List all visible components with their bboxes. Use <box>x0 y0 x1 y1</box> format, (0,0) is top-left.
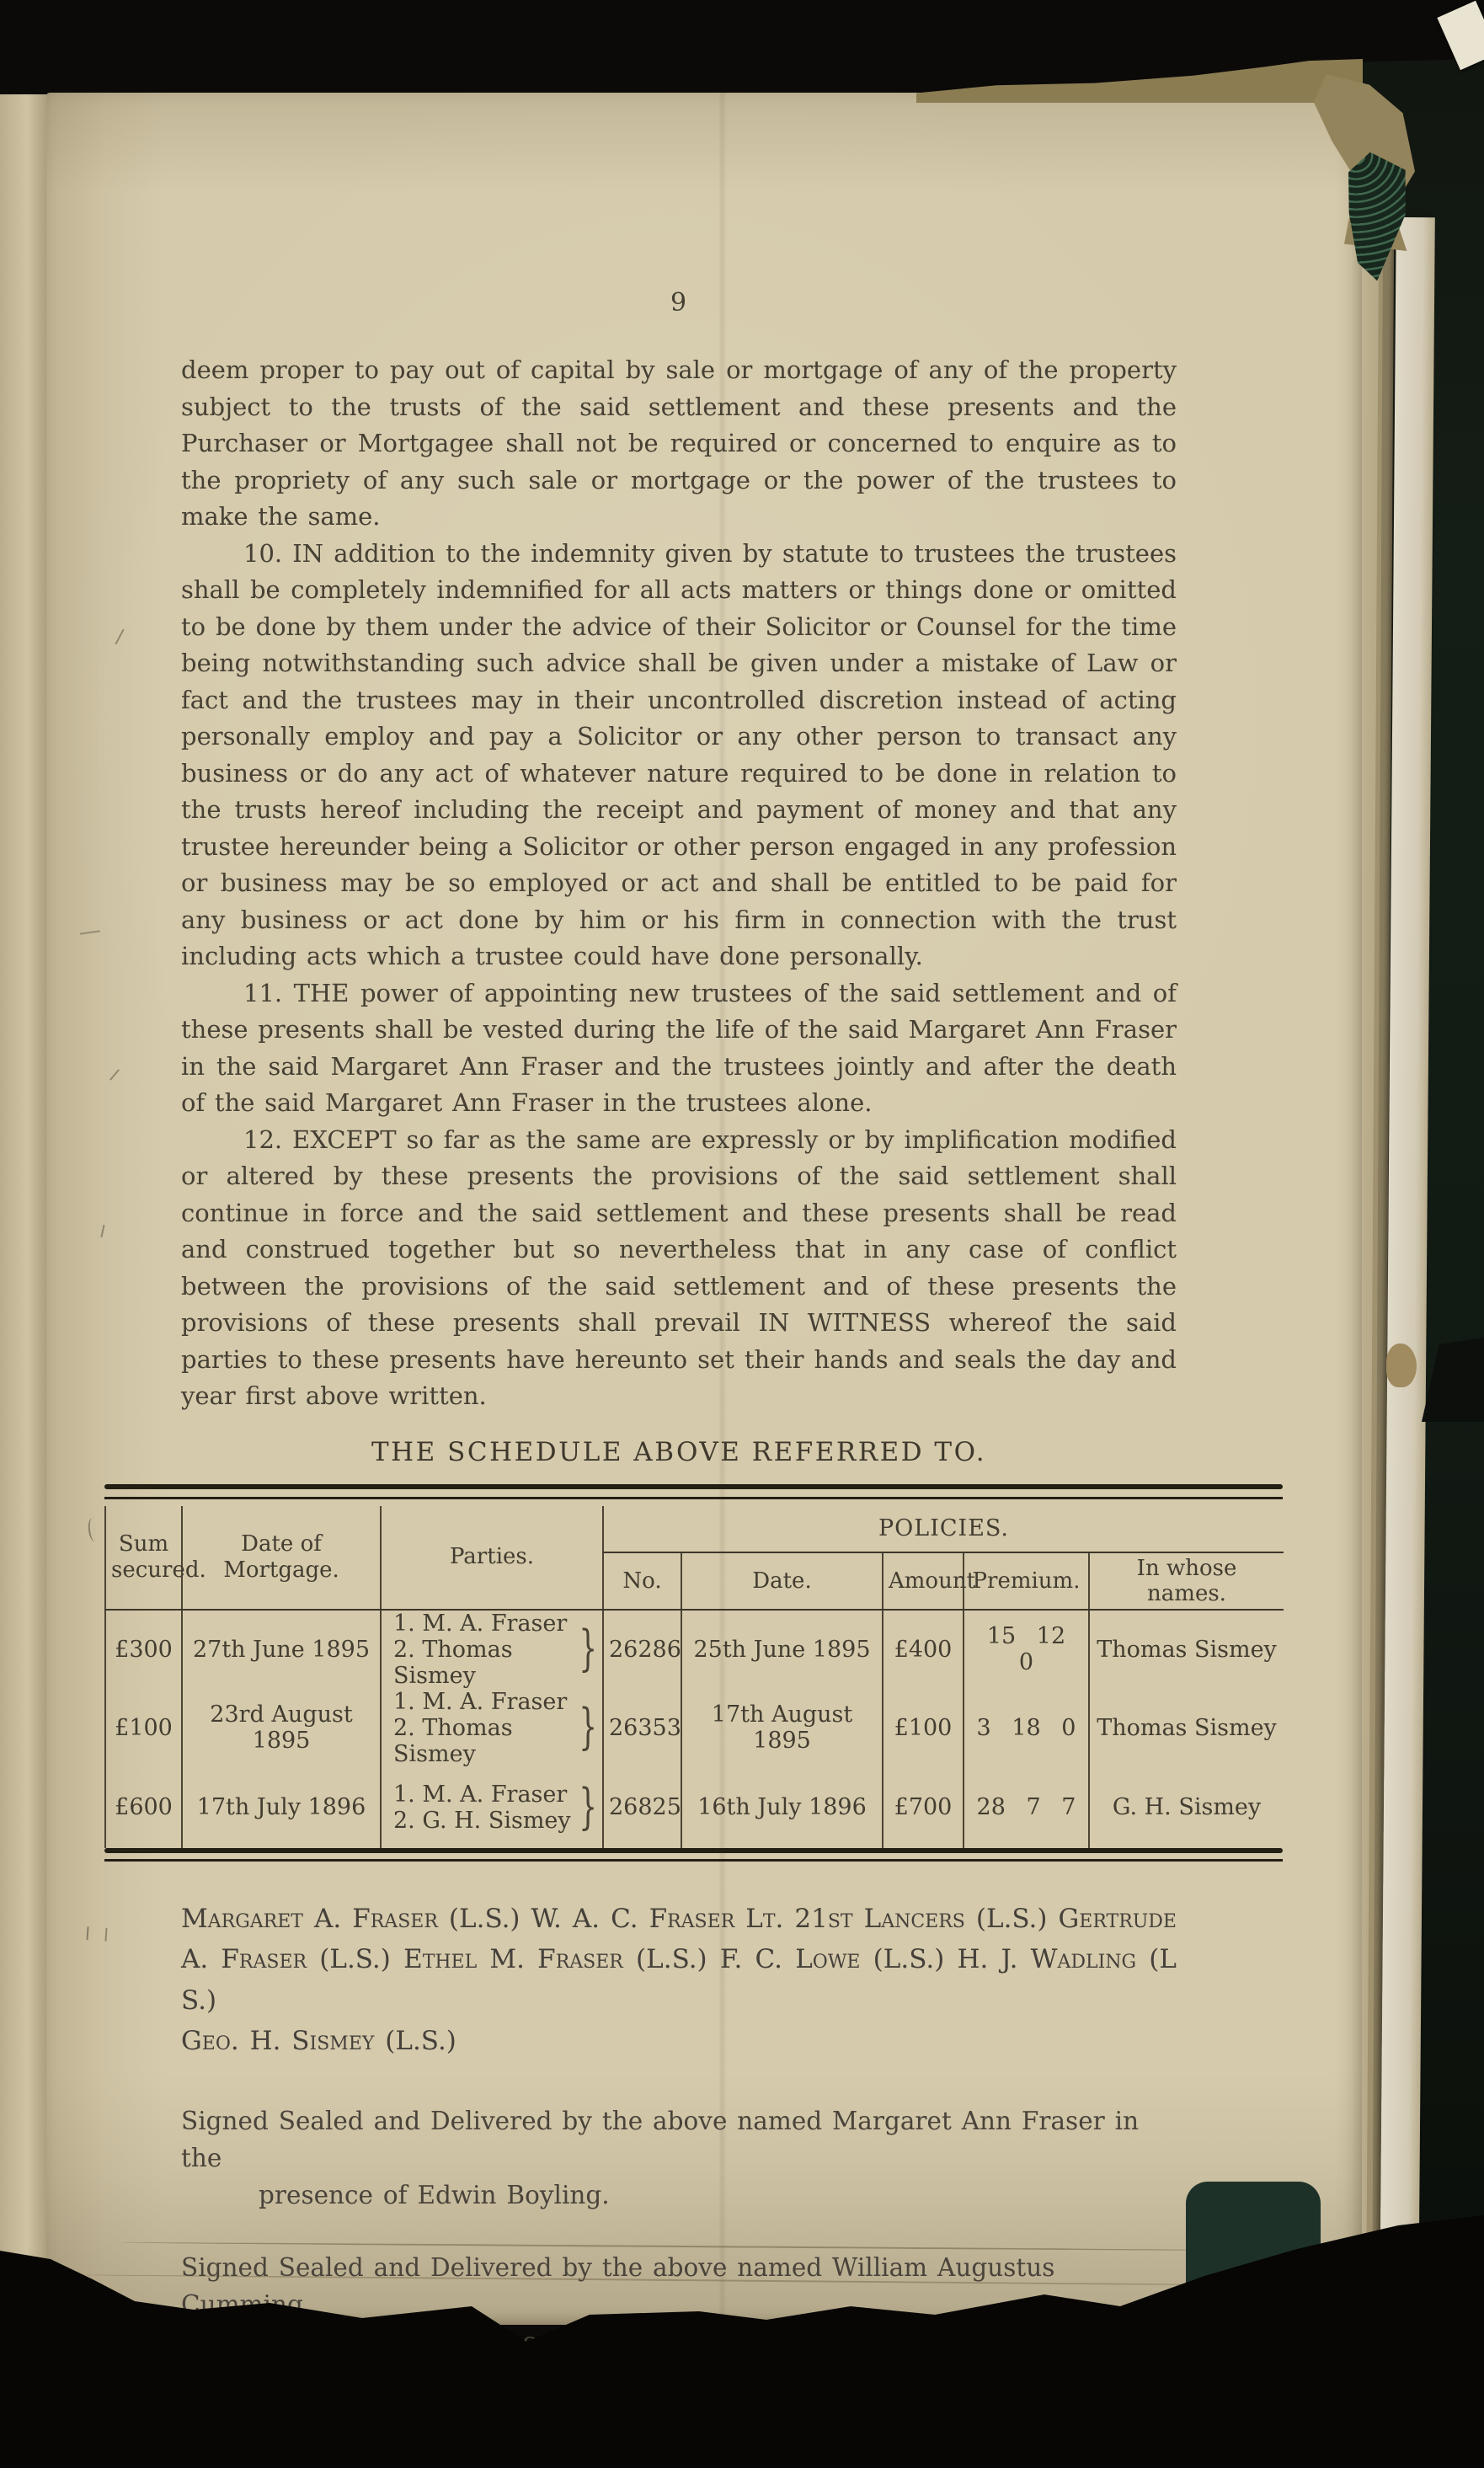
signature-line: Margaret A. Fraser (L.S.) W. A. C. Fraser Lt. 21st Lancers (L.S.) Gertrude <box>181 1903 1177 1934</box>
policy-date-cell: 16th July 1896 <box>681 1767 883 1848</box>
table-top-rule-2 <box>104 1497 1283 1499</box>
names-cell: G. H. Sismey <box>1089 1767 1284 1848</box>
signature-line: Geo. H. Sismey (L.S.) <box>181 2026 456 2056</box>
col-header-date-of-mortgage: Date of Mortgage. <box>182 1506 381 1610</box>
margin-mark <box>100 1225 104 1237</box>
margin-mark <box>109 1069 120 1081</box>
col-header-premium: Premium. <box>964 1552 1089 1610</box>
parties-cell <box>381 1689 603 1767</box>
brace-glyph: } <box>579 1699 597 1756</box>
party-2: 2. Thomas Sismey <box>393 1636 513 1689</box>
table-row <box>105 1610 1284 1689</box>
attestation-line: presence of Edwin Boyling. <box>259 2180 610 2209</box>
amount-cell: £700 <box>883 1767 964 1848</box>
page-content <box>111 286 1277 2397</box>
sum-secured-cell: £600 <box>105 1767 182 1848</box>
party-1: 1. M. A. Fraser <box>393 1610 568 1637</box>
col-header-parties: Parties. <box>381 1506 603 1610</box>
brace-glyph: } <box>579 1621 597 1678</box>
policy-date-cell: 17th August 1895 <box>681 1689 883 1767</box>
mortgage-date-cell: 27th June 1895 <box>182 1610 381 1689</box>
margin-mark <box>115 629 124 645</box>
amount-cell: £100 <box>883 1689 964 1767</box>
table-row <box>105 1689 1284 1767</box>
page-stack-left-edge <box>0 94 49 2326</box>
premium-cell: 28 7 7 <box>964 1767 1089 1848</box>
schedule-table-wrap <box>104 1484 1283 1862</box>
clause-12: 12. EXCEPT so far as the same are expressly or by implification modified or altered by these presents the provisions of the said settlement shall continue in force and the said settlement and these presents shall be read and construed together but so nevertheless that in any case of conflict between the provisions of the said settlement and of these presents the provisions of these presents shall prevail IN WITNESS whereof the said parties to these presents have hereunto set their hands and seals the day and year first above written. <box>181 1124 1177 1410</box>
sum-secured-cell: £300 <box>105 1610 182 1689</box>
policy-no-cell: 26353 <box>603 1689 681 1767</box>
table-row <box>105 1767 1284 1848</box>
paragraph-continuation: deem proper to pay out of capital by sale or mortgage of any of the property subject to the trusts of the said settlement and these presents and the Purchaser or Mortgagee shall not be required or concerned to enquire as to the propriety of any such sale or mortgage or the power of the trustees to make the same. <box>181 355 1177 531</box>
premium-cell: 3 18 0 <box>964 1689 1089 1767</box>
names-cell: Thomas Sismey <box>1089 1610 1284 1689</box>
attestation-margaret-fraser <box>181 2102 1177 2214</box>
party-2: 2. G. H. Sismey <box>393 1807 571 1834</box>
col-header-amount: Amount <box>883 1552 964 1610</box>
brace-glyph: } <box>579 1778 597 1836</box>
page-number: 9 <box>670 288 688 318</box>
col-header-sum-secured: Sum secured. <box>105 1506 182 1610</box>
attestation-line: Signed Sealed and Delivered by the above named William Augustus Cumming <box>181 2252 1055 2319</box>
schedule-title: THE SCHEDULE ABOVE REFERRED TO. <box>371 1436 987 1467</box>
party-2: 2. Thomas Sismey <box>393 1714 513 1767</box>
names-cell: Thomas Sismey <box>1089 1689 1284 1767</box>
clause-10: 10. IN addition to the indemnity given by statute to trustees the trustees shall be completely indemnified for all acts matters or things done or omitted to be done by them under the advice of their Solicitor or Counsel for the time being notwithstanding such advice shall be given under a mistake of Law or fact and the trustees may in their uncontrolled discretion instead of acting personally employ and pay a Solicitor or any other person to transact any business or do any act of whatever nature required to be done in relation to the trusts hereof including the receipt and payment of money and that any trustee hereunder being a Solicitor or other person engaged in any profession or business may be so employed or act and shall be entitled to be paid for any business or act done by him or his firm in connection with the trust including acts which a trustee could have done personally. <box>181 538 1177 970</box>
margin-mark <box>88 1517 100 1541</box>
margin-mark <box>80 930 100 936</box>
policy-no-cell: 26825 <box>603 1767 681 1848</box>
col-header-in-whose-names: In whose names. <box>1089 1552 1284 1610</box>
document-page <box>46 93 1362 2325</box>
attestation-line: Signed Sealed and Delivered by the above named Margaret Ann Fraser in the <box>181 2106 1140 2172</box>
signatures-block <box>181 1899 1177 2062</box>
policy-date-cell: 25th June 1895 <box>681 1610 883 1689</box>
premium-cell: 15 12 0 <box>964 1610 1089 1689</box>
parties-cell <box>381 1610 603 1689</box>
amount-cell: £400 <box>883 1610 964 1689</box>
margin-mark <box>86 1926 107 1942</box>
mortgage-date-cell: 23rd August 1895 <box>182 1689 381 1767</box>
party-1: 1. M. A. Fraser <box>393 1781 568 1808</box>
torn-paper-hole <box>1386 1344 1417 1387</box>
sum-secured-cell: £100 <box>105 1689 182 1767</box>
col-header-policies: POLICIES. <box>603 1506 1284 1552</box>
policy-no-cell: 26286 <box>603 1610 681 1689</box>
schedule-table <box>104 1506 1284 1848</box>
parties-cell <box>381 1767 603 1848</box>
col-header-no: No. <box>603 1552 681 1610</box>
clause-11: 11. THE power of appointing new trustees of the said settlement and of these presents shall be vested during the life of the said Margaret Ann Fraser in the said Margaret Ann Fraser and the trustees jointly and after the death of the said Margaret Ann Fraser in the trustees alone. <box>181 978 1177 1117</box>
mortgage-date-cell: 17th July 1896 <box>182 1767 381 1848</box>
table-bottom-rule-2 <box>104 1859 1283 1862</box>
party-1: 1. M. A. Fraser <box>393 1688 568 1715</box>
signature-line: A. Fraser (L.S.) Ethel M. Fraser (L.S.) F. C. Lowe (L.S.) H. J. Wadling (L S.) <box>181 1944 1177 2016</box>
col-header-policy-date: Date. <box>681 1552 883 1610</box>
